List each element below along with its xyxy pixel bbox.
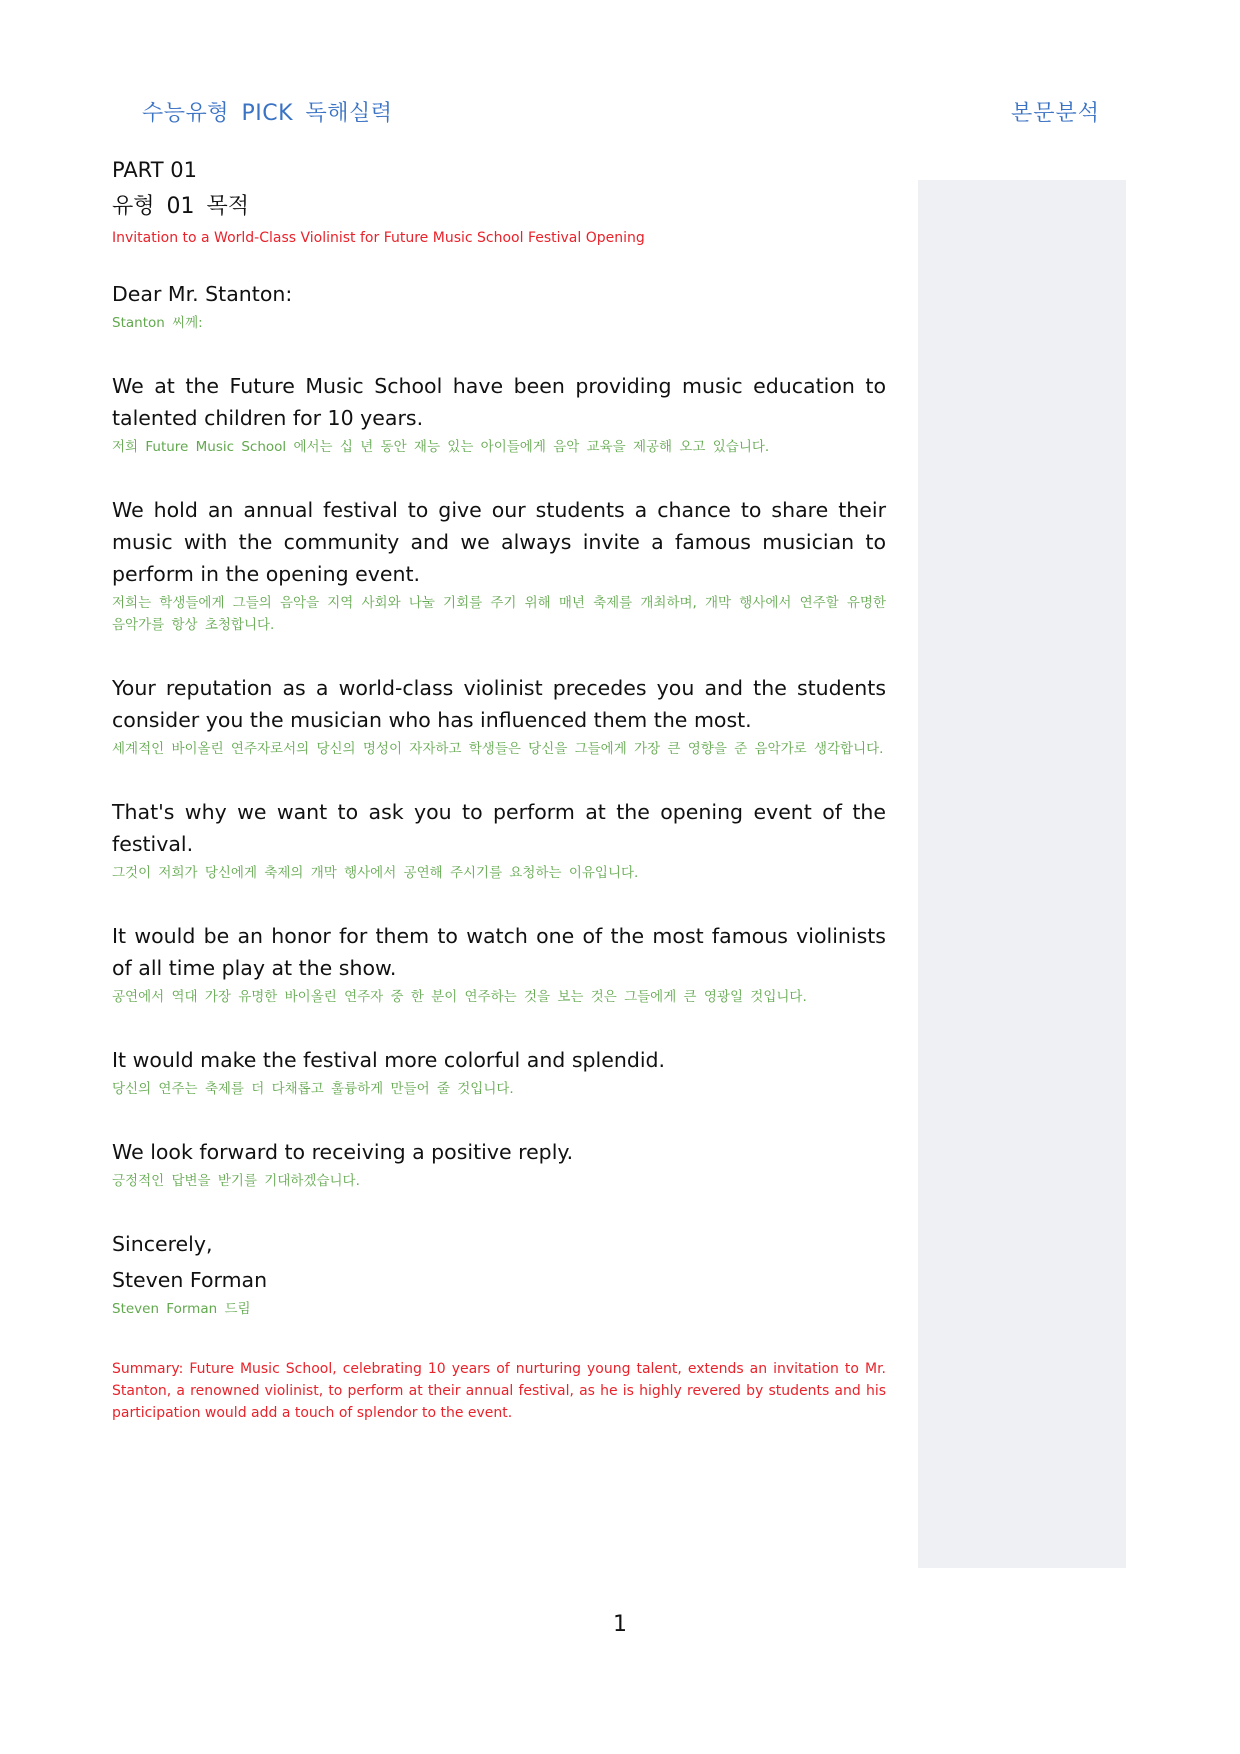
sentence-english: It would make the festival more colorful and splendid.	[112, 1048, 666, 1072]
sentence-english: That's why we want to ask you to perform at the opening event of the festival.	[112, 800, 886, 856]
sentence-korean: 저희는 학생들에게 그들의 음악을 지역 사회와 나눌 기회를 주기 위해 매년 축제를 개최하며, 개막 행사에서 연주할 유명한 음악가를 항상 초청합니다.	[112, 595, 886, 633]
header-section-label: 본문분석	[1010, 101, 1100, 126]
page-number: 1	[613, 1612, 627, 1637]
sentence-english: We look forward to receiving a positive reply.	[112, 1140, 574, 1164]
paragraph-3	[112, 672, 886, 760]
sentence-english: We hold an annual festival to give our students a chance to share their music with the community and we always invite a famous musician to perform in the opening event.	[112, 498, 886, 586]
question-type: 유형 01 목적	[112, 194, 249, 219]
salutation-block	[112, 278, 886, 334]
sentence-korean: 저희 Future Music School 에서는 십 년 동안 재능 있는 아이들에게 음악 교육을 제공해 오고 있습니다.	[112, 439, 770, 455]
sentence-korean: 당신의 연주는 축제를 더 다채롭고 훌륭하게 만들어 줄 것입니다.	[112, 1081, 514, 1097]
header-title: 수능유형 PICK 독해실력	[142, 101, 393, 126]
salutation-korean: Stanton 씨께:	[112, 315, 203, 331]
sentence-korean: 긍정적인 답변을 받기를 기대하겠습니다.	[112, 1173, 360, 1189]
notes-sidebar	[918, 180, 1126, 1568]
signature-korean: Steven Forman 드림	[112, 1301, 251, 1317]
signature-name: Steven Forman	[112, 1268, 268, 1292]
paragraph-1	[112, 370, 886, 458]
salutation-english: Dear Mr. Stanton:	[112, 282, 293, 306]
paragraph-6	[112, 1044, 886, 1100]
paragraph-5	[112, 920, 886, 1008]
passage-summary: Summary: Future Music School, celebrating 10 years of nurturing young talent, extends an invitation to Mr. Stanton, a renowned violinist, to perform at their annual festival, as he is highly revered by students and his participation would add a touch of splendor to the event.	[112, 1361, 886, 1421]
paragraph-2	[112, 494, 886, 636]
paragraph-7	[112, 1136, 886, 1192]
sentence-english: We at the Future Music School have been providing music education to talented children for 10 years.	[112, 374, 886, 430]
sentence-korean: 세계적인 바이올린 연주자로서의 당신의 명성이 자자하고 학생들은 당신을 그들에게 가장 큰 영향을 준 음악가로 생각합니다.	[112, 741, 884, 757]
passage-topic: Invitation to a World-Class Violinist for Future Music School Festival Opening	[112, 230, 645, 246]
paragraph-4	[112, 796, 886, 884]
main-content	[112, 156, 886, 1424]
sentence-english: Your reputation as a world-class violinist precedes you and the students consider you the musician who has influenced them the most.	[112, 676, 886, 732]
closing-block	[112, 1228, 886, 1320]
part-label: PART 01	[112, 158, 197, 182]
closing-word: Sincerely,	[112, 1232, 213, 1256]
sentence-korean: 공연에서 역대 가장 유명한 바이올린 연주자 중 한 분이 연주하는 것을 보는 것은 그들에게 큰 영광일 것입니다.	[112, 989, 807, 1005]
sentence-korean: 그것이 저희가 당신에게 축제의 개막 행사에서 공연해 주시기를 요청하는 이유입니다.	[112, 865, 639, 881]
sentence-english: It would be an honor for them to watch one of the most famous violinists of all time play at the show.	[112, 924, 886, 980]
